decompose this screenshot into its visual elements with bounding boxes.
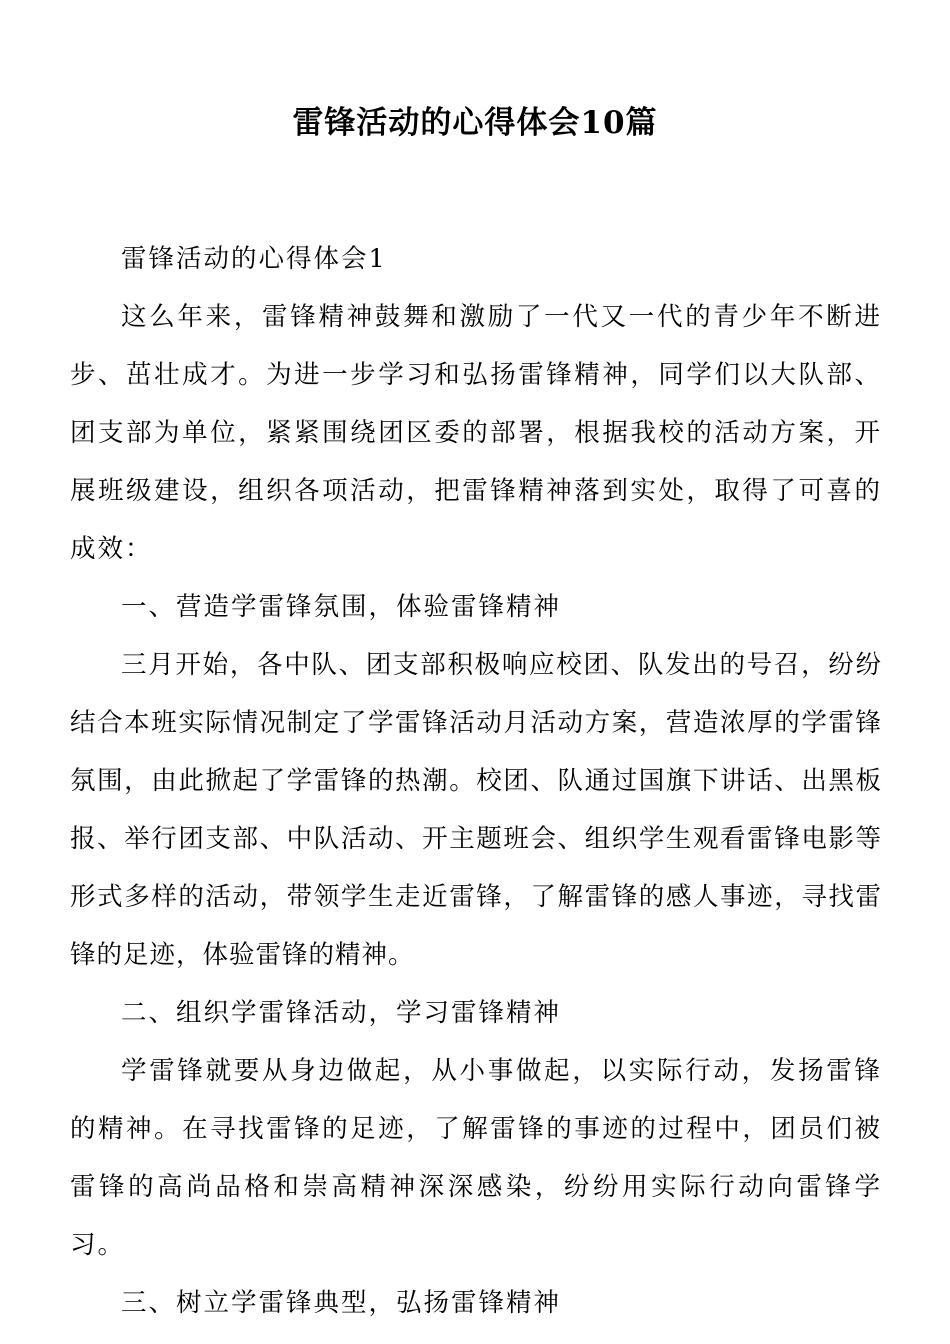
- paragraph: 这么年来，雷锋精神鼓舞和激励了一代又一代的青少年不断进步、茁壮成才。为进一步学习和弘扬雷锋精神，同学们以大队部、团支部为单位，紧紧围绕团区委的部署，根据我校的活动方案，开展班级建设，组织各项活动，把雷锋精神落到实处，取得了可喜的成效：: [70, 302, 882, 564]
- section-heading: 一、营造学雷锋氛围，体验雷锋精神: [121, 592, 562, 622]
- document-body: [70, 230, 882, 1332]
- document-title: 雷锋活动的心得体会10篇: [292, 105, 658, 141]
- section-heading: 三、树立学雷锋典型，弘扬雷锋精神: [121, 1288, 562, 1318]
- paragraph: 三月开始，各中队、团支部积极响应校团、队发出的号召，纷纷结合本班实际情况制定了学雷锋活动月活动方案，营造浓厚的学雷锋氛围，由此掀起了学雷锋的热潮。校团、队通过国旗下讲话、出黑板报、举行团支部、中队活动、开主题班会、组织学生观看雷锋电影等形式多样的活动，带领学生走近雷锋，了解雷锋的感人事迹，寻找雷锋的足迹，体验雷锋的精神。: [70, 650, 882, 970]
- section-heading: 二、组织学雷锋活动，学习雷锋精神: [121, 998, 562, 1028]
- section-heading: 雷锋活动的心得体会1: [121, 244, 387, 274]
- paragraph: 学雷锋就要从身边做起，从小事做起，以实际行动，发扬雷锋的精神。在寻找雷锋的足迹，了解雷锋的事迹的过程中，团员们被雷锋的高尚品格和崇高精神深深感染，纷纷用实际行动向雷锋学习。: [70, 1056, 882, 1260]
